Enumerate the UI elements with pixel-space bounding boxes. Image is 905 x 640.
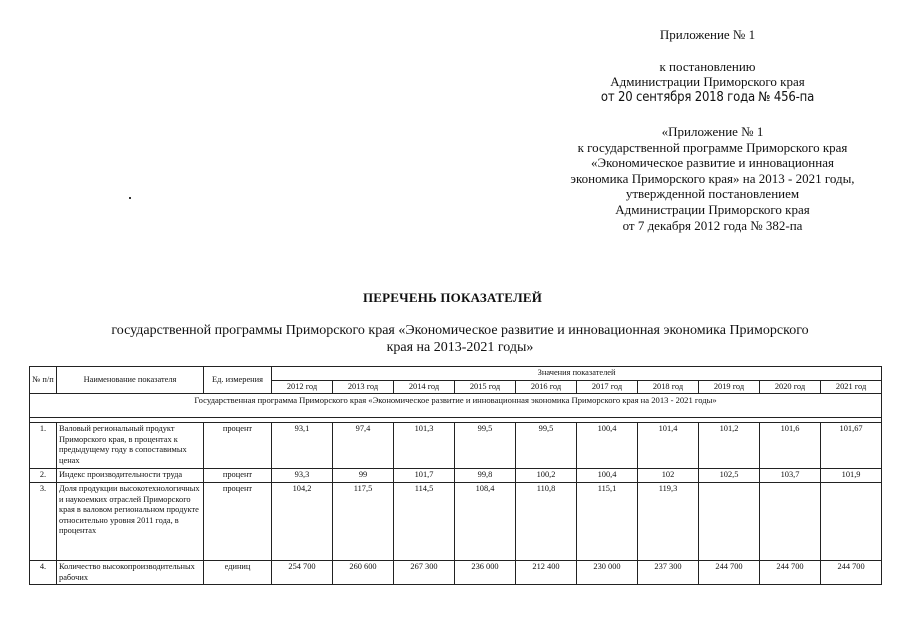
annex-original-header [535,124,890,233]
indicator-name: Валовый региональный продукт Приморского края, в процентах к предыдущему году в сопоставимых ценах [57,423,204,469]
annex-current-header [585,27,830,105]
scan-speck [129,197,131,199]
annex-current-line: Приложение № 1 [659,27,756,42]
indicator-value: 230 000 [577,561,638,585]
indicator-value: 101,4 [638,423,699,469]
indicator-value: 101,6 [760,423,821,469]
indicator-value: 99 [333,469,394,483]
indicator-value: 101,3 [394,423,455,469]
indicator-value: 100,4 [577,469,638,483]
indicator-value: 101,2 [699,423,760,469]
indicator-value [699,483,760,561]
row-number: 1. [30,423,57,469]
indicator-unit: единиц [204,561,272,585]
annex-original-line: к государственной программе Приморского края [577,139,848,155]
row-number: 3. [30,483,57,561]
indicator-value: 97,4 [333,423,394,469]
header-unit: Ед. измерения [204,367,272,394]
indicator-unit: процент [204,469,272,483]
table-row [30,423,882,469]
header-year: 2019 год [699,380,760,394]
header-year: 2021 год [821,380,882,394]
indicator-value: 99,5 [455,423,516,469]
header-year: 2020 год [760,380,821,394]
document-title: ПЕРЕЧЕНЬ ПОКАЗАТЕЛЕЙ [362,290,543,305]
indicator-value: 93,1 [272,423,333,469]
program-row [30,394,882,418]
indicator-value: 102 [638,469,699,483]
header-row [30,367,882,381]
header-year: 2012 год [272,380,333,394]
indicator-value: 117,5 [333,483,394,561]
indicator-value: 93,3 [272,469,333,483]
indicator-value: 244 700 [821,561,882,585]
indicator-value [821,483,882,561]
indicator-value: 101,7 [394,469,455,483]
indicator-value: 212 400 [516,561,577,585]
header-year: 2018 год [638,380,699,394]
indicator-name: Количество высокопроизводительных рабочих [57,561,204,585]
header-year: 2015 год [455,380,516,394]
table-row [30,469,882,483]
row-number: 2. [30,469,57,483]
annex-original-line: Администрации Приморского края [615,201,810,217]
indicator-unit: процент [204,423,272,469]
indicator-value: 110,8 [516,483,577,561]
header-year: 2014 год [394,380,455,394]
indicator-value: 100,4 [577,423,638,469]
indicator-value: 101,9 [821,469,882,483]
table-row [30,561,882,585]
indicator-unit: процент [204,483,272,561]
indicator-value: 244 700 [699,561,760,585]
indicator-value: 99,8 [455,469,516,483]
indicator-value: 99,5 [516,423,577,469]
indicator-value: 260 600 [333,561,394,585]
indicator-value: 267 300 [394,561,455,585]
row-number: 4. [30,561,57,585]
indicator-value: 244 700 [760,561,821,585]
indicator-value: 115,1 [577,483,638,561]
annex-current-line: Администрации Приморского края [610,74,805,90]
indicator-value: 254 700 [272,561,333,585]
indicator-value [760,483,821,561]
indicator-value: 119,3 [638,483,699,561]
indicator-name: Доля продукции высокотехнологичных и наукоемких отраслей Приморского края в валовом региональном продукте относительно уровня 2011 года, в процентах [57,483,204,561]
annex-original-line: «Приложение № 1 [661,124,764,139]
header-year: 2013 год [333,380,394,394]
indicator-value: 108,4 [455,483,516,561]
indicator-value: 114,5 [394,483,455,561]
indicator-value: 236 000 [455,561,516,585]
annex-original-line: утвержденной постановлением [625,186,800,202]
header-year: 2017 год [577,380,638,394]
table-row [30,483,882,561]
indicator-value: 101,67 [821,423,882,469]
annex-original-line: экономика Приморского края» на 2013 - 2021 годы, [570,170,855,186]
indicators-table [29,366,882,585]
annex-original-line: «Экономическое развитие и инновационная [591,155,834,171]
indicator-name: Индекс производительности труда [57,469,204,483]
header-values-group: Значения показателей [272,367,882,381]
program-name: Государственная программа Приморского края «Экономическое развитие и инновационная экономика Приморского края на 2013 - 2021 годы» [30,394,882,418]
indicator-value: 102,5 [699,469,760,483]
annex-current-line: к постановлению [659,58,756,74]
header-name: Наименование показателя [57,367,204,394]
indicator-value: 104,2 [272,483,333,561]
indicator-value: 237 300 [638,561,699,585]
indicator-value: 100,2 [516,469,577,483]
annex-current-decree: от 20 сентября 2018 года № 456-па [600,89,815,105]
header-number: № п/п [30,367,57,394]
indicator-value: 103,7 [760,469,821,483]
document-subtitle: государственной программы Приморского края «Экономическое развитие и инновационная экономика Приморского края на 2013-2021 годы» [111,323,809,355]
header-year: 2016 год [516,380,577,394]
annex-original-line: от 7 декабря 2012 года № 382-па [622,217,803,233]
